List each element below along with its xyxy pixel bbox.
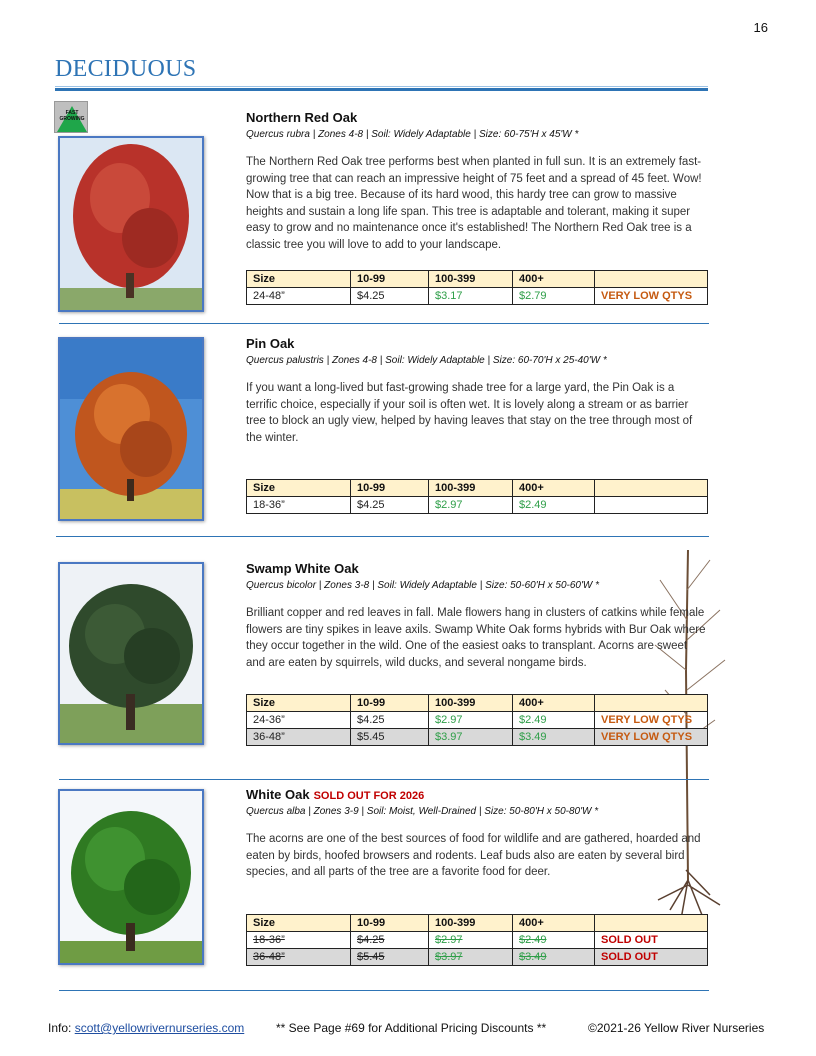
entry-latin-details: Quercus bicolor | Zones 3-8 | Soil: Widely Adaptable | Size: 50-60'H x 50-60'W *	[246, 580, 599, 591]
table-row	[247, 729, 708, 746]
entry-latin-details: Quercus rubra | Zones 4-8 | Soil: Widely Adaptable | Size: 60-75'H x 45'W *	[246, 129, 579, 140]
table-header-row	[247, 480, 708, 497]
header-size: Size	[247, 271, 351, 288]
cell-note: SOLD OUT	[595, 932, 708, 949]
header-tier-2: 100-399	[429, 480, 513, 497]
cell-price: $3.97	[429, 949, 513, 966]
header-tier-3: 400+	[513, 480, 595, 497]
header-tier-1: 10-99	[351, 480, 429, 497]
header-note	[595, 695, 708, 712]
cell-price: $3.17	[429, 288, 513, 305]
price-table-swamp-white-oak	[246, 694, 708, 746]
cell-price: $4.25	[351, 932, 429, 949]
white-oak-photo	[58, 789, 204, 965]
pin-oak-photo	[58, 337, 204, 521]
header-tier-3: 400+	[513, 695, 595, 712]
entry-pin-oak	[246, 336, 708, 446]
footer-email-link[interactable]: scott@yellowrivernurseries.com	[74, 1021, 245, 1035]
entry-swamp-white-oak	[246, 561, 708, 671]
header-size: Size	[247, 480, 351, 497]
entry-name: Swamp White Oak	[246, 561, 359, 576]
cell-price: $2.49	[513, 712, 595, 729]
section-title: DECIDUOUS	[55, 56, 197, 82]
entry-divider	[59, 990, 709, 991]
price-table-northern-red-oak	[246, 270, 708, 305]
header-tier-3: 400+	[513, 915, 595, 932]
page-number: 16	[753, 20, 768, 35]
cell-note: VERY LOW QTYS	[595, 712, 708, 729]
entry-description: The acorns are one of the best sources of food for wildlife and are gathered, hoarded and eaten by birds, hoofed browsers and rodents. Leaf buds also are eaten by several bird species, and all parts of the tree are a favorite food for deer.	[246, 833, 701, 878]
price-table-white-oak	[246, 914, 708, 966]
cell-price: $5.45	[351, 949, 429, 966]
entry-name: Northern Red Oak	[246, 110, 358, 125]
entry-description: The Northern Red Oak tree performs best when planted in full sun. It is an extremely fast-growing tree that can reach an impressive height of 75 feet and a spread of 45 feet. Wow! Now that is a big tree. Because of its hard wood, this hardy tree can grow to massive heights and sustain a long life span. This tree is adaptable and tolerant, making it super easy to grow and no maintenance once it's established! The Northern Red Oak tree is a classic tree you will love to add to your landscape.	[246, 156, 702, 251]
header-tier-2: 100-399	[429, 271, 513, 288]
table-row	[247, 497, 708, 514]
entry-name: White Oak SOLD OUT FOR 2026	[246, 787, 425, 802]
sold-out-label: SOLD OUT FOR 2026	[313, 790, 425, 802]
cell-size: 18-36”	[247, 932, 351, 949]
cell-price: $2.97	[429, 712, 513, 729]
northern-red-oak-photo	[58, 136, 204, 312]
badge-label: FAST GROWING	[59, 110, 85, 122]
cell-price: $2.49	[513, 497, 595, 514]
footer-discount-note: ** See Page #69 for Additional Pricing Discounts **	[276, 1021, 547, 1035]
header-tier-1: 10-99	[351, 915, 429, 932]
header-tier-3: 400+	[513, 271, 595, 288]
header-tier-1: 10-99	[351, 271, 429, 288]
table-row	[247, 932, 708, 949]
header-note	[595, 915, 708, 932]
cell-price: $3.49	[513, 949, 595, 966]
entry-white-oak	[246, 787, 708, 881]
entry-name: Pin Oak	[246, 336, 295, 351]
swamp-white-oak-photo	[58, 562, 204, 745]
footer-info	[48, 1021, 244, 1035]
header-tier-2: 100-399	[429, 915, 513, 932]
entry-latin-details: Quercus alba | Zones 3-9 | Soil: Moist, Well-Drained | Size: 50-80'H x 50-80'W *	[246, 806, 599, 817]
cell-size: 24-36”	[247, 712, 351, 729]
cell-price: $2.97	[429, 497, 513, 514]
table-row	[247, 288, 708, 305]
entry-divider	[59, 779, 709, 780]
entry-description: If you want a long-lived but fast-growing shade tree for a large yard, the Pin Oak is a terrific choice, especially if your soil is often wet. It is lovely along a stream or as barrier tree to block an ugly view, helped by having leaves that stay on the tree through most of the winter.	[246, 382, 693, 444]
header-tier-2: 100-399	[429, 695, 513, 712]
table-header-row	[247, 695, 708, 712]
cell-note: VERY LOW QTYS	[595, 288, 708, 305]
cell-size: 24-48”	[247, 288, 351, 305]
footer-copyright: ©2021-26 Yellow River Nurseries	[588, 1021, 765, 1035]
header-size: Size	[247, 915, 351, 932]
cell-price: $2.49	[513, 932, 595, 949]
title-divider	[55, 86, 708, 87]
cell-price: $3.97	[429, 729, 513, 746]
cell-note: SOLD OUT	[595, 949, 708, 966]
header-note	[595, 480, 708, 497]
cell-price: $2.79	[513, 288, 595, 305]
cell-price: $4.25	[351, 712, 429, 729]
cell-size: 18-36”	[247, 497, 351, 514]
header-tier-1: 10-99	[351, 695, 429, 712]
entry-latin-details: Quercus palustris | Zones 4-8 | Soil: Widely Adaptable | Size: 60-70'H x 25-40'W *	[246, 355, 607, 366]
title-divider-thick	[55, 88, 708, 91]
price-table-pin-oak	[246, 479, 708, 514]
cell-note	[595, 497, 708, 514]
table-header-row	[247, 271, 708, 288]
header-note	[595, 271, 708, 288]
footer-info-label: Info:	[48, 1021, 72, 1035]
fast-growing-badge	[54, 101, 88, 133]
cell-note: VERY LOW QTYS	[595, 729, 708, 746]
cell-size: 36-48”	[247, 729, 351, 746]
cell-price: $5.45	[351, 729, 429, 746]
table-row	[247, 712, 708, 729]
cell-price: $4.25	[351, 288, 429, 305]
entry-description: Brilliant copper and red leaves in fall. Male flowers hang in clusters of catkins while female flowers are tiny spikes in leave axils. Swamp White Oak forms hybrids with Bur Oak where they occur together in the wild. One of the easiest oaks to transplant. Acorns are sweet and are eaten by squirrels, wild ducks, and several nongame birds.	[246, 607, 706, 669]
cell-price: $3.49	[513, 729, 595, 746]
cell-price: $4.25	[351, 497, 429, 514]
entry-divider	[59, 323, 709, 324]
cell-size: 36-48”	[247, 949, 351, 966]
cell-price: $2.97	[429, 932, 513, 949]
header-size: Size	[247, 695, 351, 712]
entry-divider	[56, 536, 709, 537]
table-row	[247, 949, 708, 966]
entry-northern-red-oak	[246, 110, 708, 253]
table-header-row	[247, 915, 708, 932]
